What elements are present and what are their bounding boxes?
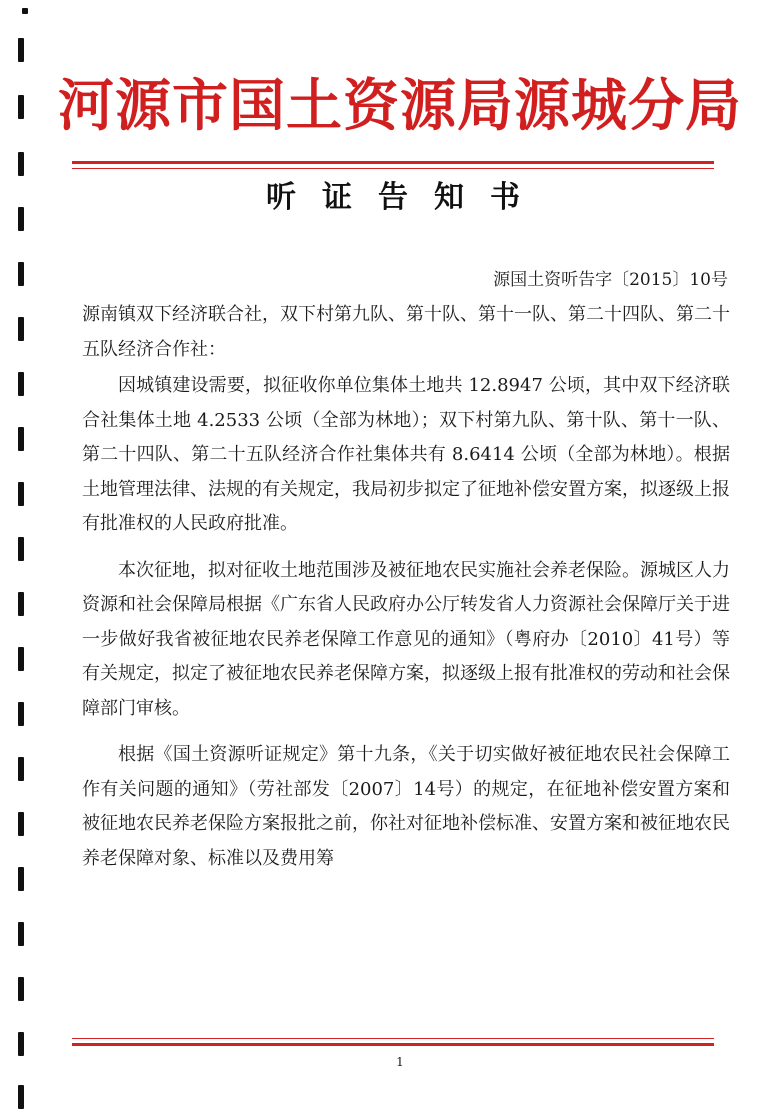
binding-mark	[18, 537, 24, 561]
binding-mark	[18, 1032, 24, 1056]
paragraph-land-acquisition: 因城镇建设需要，拟征收你单位集体土地共 12.8947 公顷，其中双下经济联合社集体土地 4.2533 公顷（全部为林地）；双下村第九队、第十队、第十一队、第二十四队、第二十五队经济合作社集体共有 8.6414 公顷（全部为林地）。根据土地管理法律、法规的有关规定，我局初步拟定了征地补偿安置方案，拟逐级上报有批准权的人民政府批准。	[82, 375, 730, 534]
binding-mark	[18, 427, 24, 451]
binding-mark	[18, 372, 24, 396]
document-number: 源国土资听告字〔2015〕10号	[493, 270, 728, 290]
binding-mark	[18, 977, 24, 1001]
agency-letterhead: 河源市国土资源局源城分局	[58, 73, 742, 139]
binding-mark	[18, 95, 24, 119]
binding-mark	[18, 207, 24, 231]
document-body	[82, 298, 730, 888]
binding-mark	[18, 1085, 24, 1109]
paragraph-pension-insurance: 本次征地，拟对征收土地范围涉及被征地农民实施社会养老保险。源城区人力资源和社会保障局根据《广东省人民政府办公厅转发省人力资源社会保障厅关于进一步做好我省被征地农民养老保障工作意见的通知》（粤府办〔2010〕41号）等有关规定，拟定了被征地农民养老保障方案，拟逐级上报有批准权的劳动和社会保障部门审核。	[82, 559, 730, 719]
binding-mark	[18, 482, 24, 506]
header-rule-thick	[72, 161, 714, 164]
binding-mark	[18, 647, 24, 671]
binding-mark	[18, 867, 24, 891]
binding-mark	[18, 812, 24, 836]
binding-mark	[22, 8, 28, 14]
binding-mark	[18, 922, 24, 946]
header-rule-thin	[72, 168, 714, 169]
paragraph-hearing-rights: 根据《国土资源听证规定》第十九条，《关于切实做好被征地农民社会保障工作有关问题的通知》（劳社部发〔2007〕14号）的规定，在征地补偿安置方案和被征地农民养老保险方案报批之前，你社对征地补偿标准、安置方案和被征地农民养老保障对象、标准以及费用筹	[82, 744, 730, 869]
binding-mark	[18, 757, 24, 781]
binding-mark	[18, 262, 24, 286]
addressee: 源南镇双下经济联合社，双下村第九队、第十队、第十一队、第二十四队、第二十五队经济合作社：	[82, 304, 730, 360]
footer-rule-thick	[72, 1043, 714, 1046]
binding-mark	[18, 702, 24, 726]
binding-mark	[18, 38, 24, 62]
document-title: 听证告知书	[266, 180, 546, 215]
binding-mark	[18, 152, 24, 176]
footer-rule-thin	[72, 1038, 714, 1039]
binding-mark	[18, 317, 24, 341]
binding-mark	[18, 592, 24, 616]
page-number: 1	[396, 1055, 404, 1069]
